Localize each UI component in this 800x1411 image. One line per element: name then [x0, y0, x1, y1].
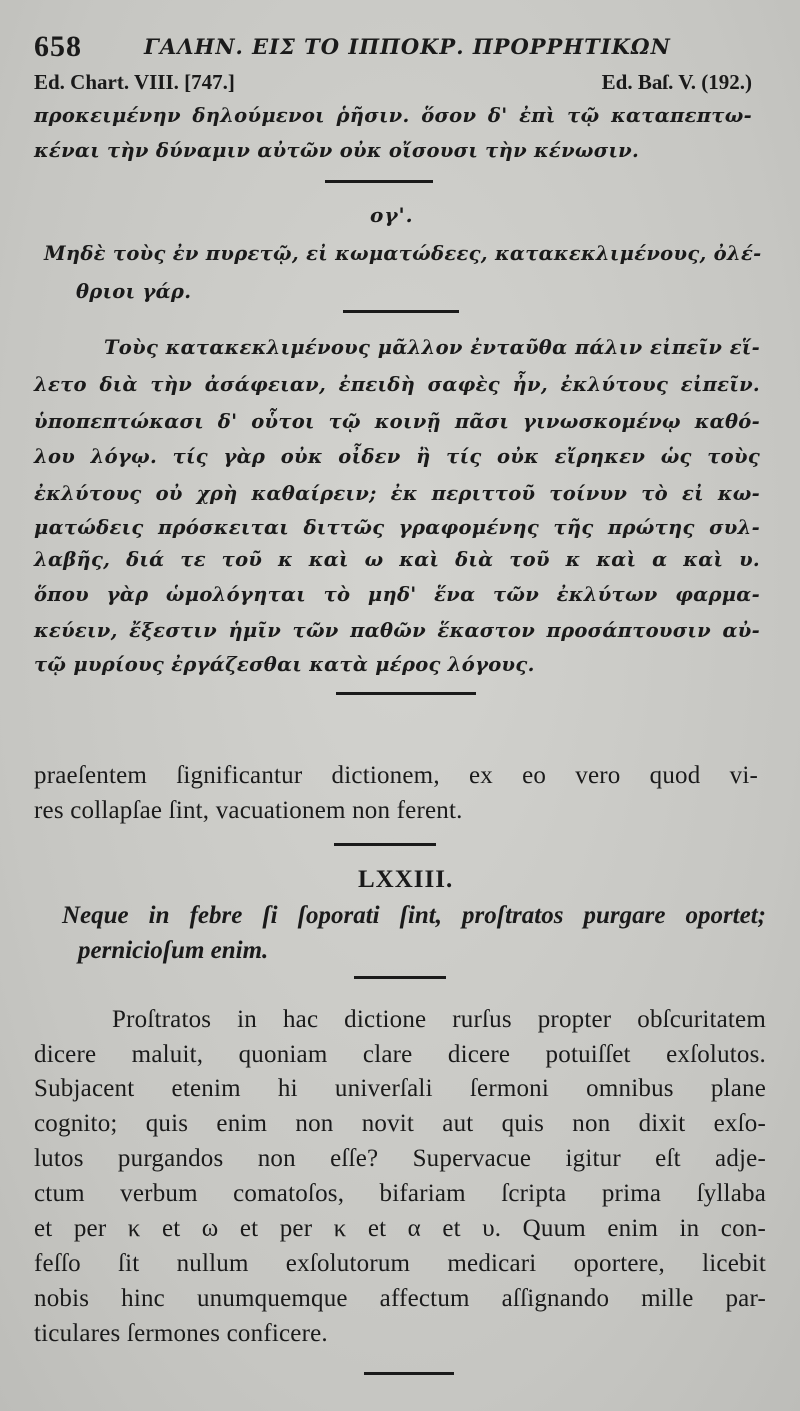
- section-divider: [334, 843, 436, 846]
- greek-commentary-line: λετο διὰ τὴν ἀσάφειαν, ἐπειδὴ σαφὲς ἦν, ἐκλύτους εἰπεῖν.: [34, 373, 760, 396]
- greek-commentary-line: ματώδεις πρόσκειται διττῶς γραφομένης τῆς πρώτης συλ-: [34, 516, 760, 539]
- greek-commentary-line: ὑποπεπτώκασι δ' οὗτοι τῷ κοινῇ πᾶσι γινωσκομένῳ καθό-: [34, 410, 760, 433]
- section-divider: [354, 976, 446, 979]
- greek-section-number: ογ'.: [370, 203, 414, 227]
- greek-aphorism-line: Μηδὲ τοὺς ἐν πυρετῷ, εἰ κωματώδεες, κατακεκλιμένους, ὀλέ-: [44, 242, 762, 265]
- latin-commentary-line: Proſtratos in hac dictione rurſus propter obſcuritatem: [112, 1006, 766, 1033]
- greek-intro-line: προκειμένην δηλούμενοι ῥῆσιν. ὅσον δ' ἐπὶ τῷ καταπεπτω-: [34, 104, 752, 127]
- edition-chartier: Ed. Chart. VIII. [747.]: [34, 70, 235, 94]
- latin-commentary-line: dicere maluit, quoniam clare dicere potuiſſet exſolutos.: [34, 1041, 766, 1068]
- section-divider: [364, 1372, 454, 1375]
- latin-aphorism-line: Neque in febre ſi ſoporati ſint, proſtratos purgare oportet;: [62, 902, 766, 929]
- greek-intro-line: κέναι τὴν δύναμιν αὐτῶν οὐκ οἴσουσι τὴν κένωσιν.: [34, 139, 640, 162]
- latin-commentary-line: feſſo ſit nullum exſolutorum medicari oportere, licebit: [34, 1250, 766, 1277]
- latin-aphorism-line: pernicioſum enim.: [78, 937, 269, 964]
- greek-aphorism-line: θριοι γάρ.: [76, 280, 192, 303]
- section-divider: [325, 180, 433, 183]
- greek-commentary-line: ὅπου γὰρ ὡμολόγηται τὸ μηδ' ἕνα τῶν ἐκλύτων φαρμα-: [34, 583, 760, 606]
- latin-commentary-line: et per κ et ω et per κ et α et υ. Quum enim in con-: [34, 1215, 766, 1242]
- latin-commentary-line: ticulares ſermones conficere.: [34, 1320, 328, 1347]
- latin-commentary-line: cognito; quis enim non novit aut quis non dixit exſo-: [34, 1110, 766, 1137]
- latin-intro-line: praeſentem ſignificantur dictionem, ex eo vero quod vi-: [34, 762, 758, 789]
- edition-basel: Ed. Baſ. V. (192.): [601, 70, 752, 94]
- greek-commentary-line: λαβῆς, διά τε τοῦ κ καὶ ω καὶ διὰ τοῦ κ καὶ α καὶ υ.: [34, 548, 760, 571]
- page-header: [34, 30, 764, 64]
- section-divider: [336, 692, 476, 695]
- greek-commentary-line: ἐκλύτους οὐ χρὴ καθαίρειν; ἐκ περιττοῦ τοίνυν τὸ εἰ κω-: [34, 482, 760, 505]
- latin-commentary-line: nobis hinc unumquemque affectum aſſignando mille par-: [34, 1285, 766, 1312]
- latin-commentary-line: Subjacent etenim hi univerſali ſermoni omnibus plane: [34, 1075, 766, 1102]
- greek-commentary-line: Τοὺς κατακεκλιμένους μᾶλλον ἐνταῦθα πάλιν εἰπεῖν εἵ-: [104, 336, 760, 359]
- greek-commentary-line: κεύειν, ἔξεστιν ἡμῖν τῶν παθῶν ἕκαστον προσάπτουσιν αὐ-: [34, 619, 760, 642]
- latin-section-number: LXXIII.: [358, 866, 454, 893]
- greek-commentary-line: λου λόγῳ. τίς γὰρ οὐκ οἶδεν ἢ τίς οὐκ εἴρηκεν ὡς τοὺς: [34, 445, 760, 468]
- greek-commentary-line: τῷ μυρίους ἐργάζεσθαι κατὰ μέρος λόγους.: [34, 653, 535, 676]
- page-number: 658: [34, 30, 82, 63]
- latin-commentary-line: ctum verbum comatoſos, bifariam ſcripta prima ſyllaba: [34, 1180, 766, 1207]
- latin-intro-line: res collapſae ſint, vacuationem non ferent.: [34, 797, 463, 824]
- running-title: ΓΑΛΗΝ. ΕΙΣ ΤΟ ΙΠΠΟΚΡ. ΠΡΟΡΡΗΤΙΚΩΝ: [144, 34, 671, 59]
- section-divider: [343, 310, 459, 313]
- latin-commentary-line: lutos purgandos non eſſe? Supervacue igitur eſt adje-: [34, 1145, 766, 1172]
